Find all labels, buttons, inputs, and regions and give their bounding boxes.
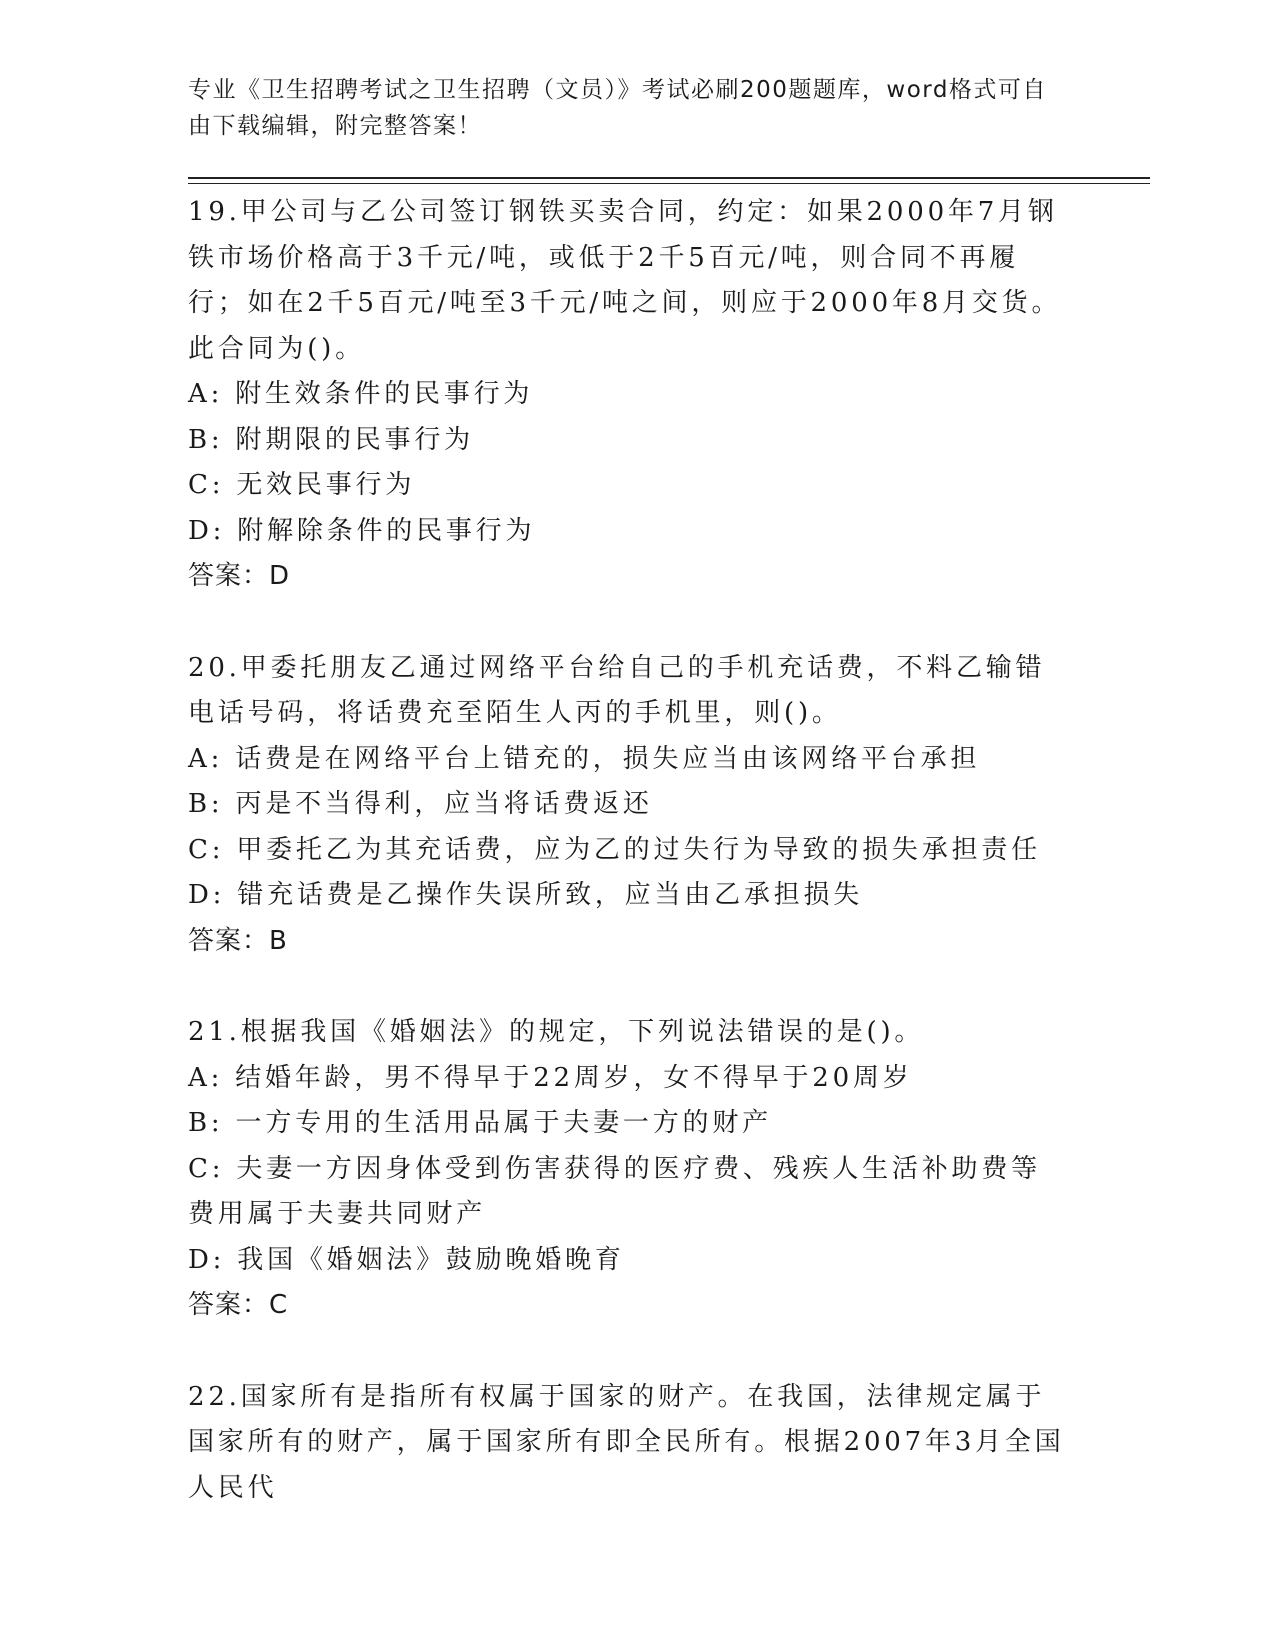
option-c: C: 无效民事行为 xyxy=(188,470,416,500)
question-19 xyxy=(188,190,1068,600)
question-stem: 19.甲公司与乙公司签订钢铁买卖合同，约定：如果2000年7月钢铁市场价格高于3千元/吨，或低于2千5百元/吨，则合同不再履行；如在2千5百元/吨至3千元/吨之间，则应于2000年8月交货。此合同为()。 xyxy=(188,197,1062,364)
option-d: D: 附解除条件的民事行为 xyxy=(188,515,536,546)
option-c: C: 甲委托乙为其充话费，应为乙的过失行为导致的损失承担责任 xyxy=(188,834,1041,865)
option-c: C: 夫妻一方因身体受到伤害获得的医疗费、残疾人生活补助费等费用属于夫妻共同财产 xyxy=(188,1153,1041,1229)
answer: 答案：D xyxy=(188,561,291,591)
question-22 xyxy=(188,1375,1068,1512)
option-a: A: 结婚年龄，男不得早于22周岁，女不得早于20周岁 xyxy=(188,1062,913,1093)
header-divider-thick xyxy=(188,177,1150,179)
option-d: D: 错充话费是乙操作失误所致，应当由乙承担损失 xyxy=(188,880,864,910)
option-b: B: 一方专用的生活用品属于夫妻一方的财产 xyxy=(188,1108,772,1138)
answer: 答案：C xyxy=(188,1290,289,1320)
header-divider-thin xyxy=(188,183,1150,184)
question-21 xyxy=(188,1010,1068,1329)
option-b: B: 附期限的民事行为 xyxy=(188,424,474,455)
answer: 答案：B xyxy=(188,925,288,956)
question-stem: 21.根据我国《婚姻法》的规定，下列说法错误的是()。 xyxy=(188,1017,925,1047)
question-stem: 20.甲委托朋友乙通过网络平台给自己的手机充话费，不料乙输错电话号码，将话费充至陌生人丙的手机里，则()。 xyxy=(188,652,1046,728)
document-header: 专业《卫生招聘考试之卫生招聘（文员）》考试必刷200题题库，word格式可自由下载编辑，附完整答案！ xyxy=(188,77,1047,139)
question-20 xyxy=(188,646,1068,965)
question-list xyxy=(188,190,1068,1557)
option-b: B: 丙是不当得利，应当将话费返还 xyxy=(188,789,653,819)
option-d: D: 我国《婚姻法》鼓励晚婚晚育 xyxy=(188,1244,625,1275)
question-stem: 22.国家所有是指所有权属于国家的财产。在我国，法律规定属于国家所有的财产，属于国家所有即全民所有。根据2007年3月全国人民代 xyxy=(188,1381,1065,1503)
option-a: A: 话费是在网络平台上错充的，损失应当由该网络平台承担 xyxy=(188,743,981,774)
option-a: A: 附生效条件的民事行为 xyxy=(188,379,534,409)
